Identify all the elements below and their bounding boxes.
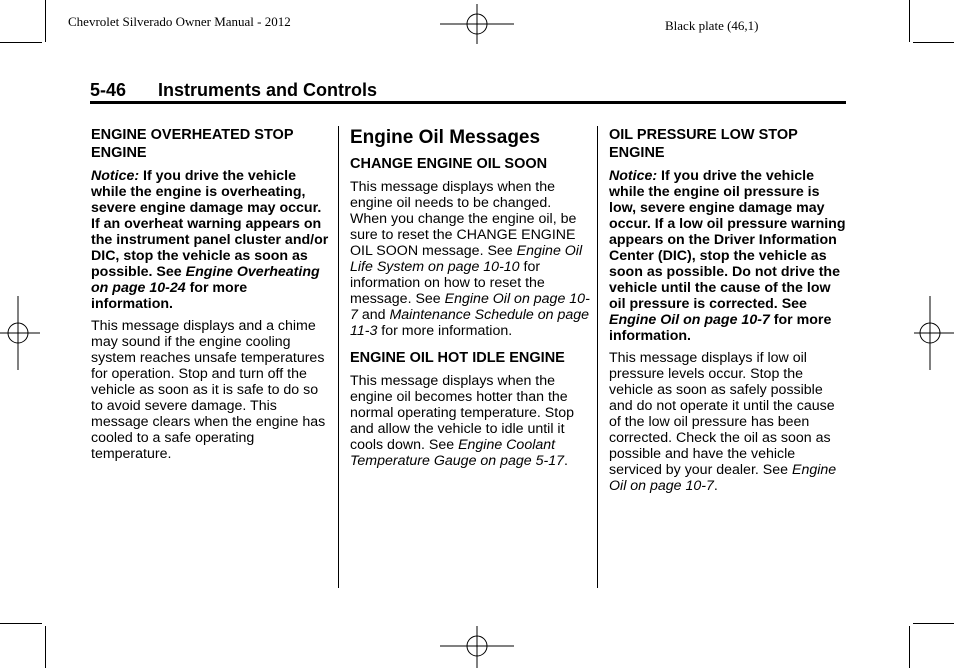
notice-text: If you drive the vehicle while the engine oil pressure is low, severe engine damage may occur. If a low oil pressure warning appears on the Driver Information Center (DIC), stop the vehicle as soon as possible. Do not drive the vehicle until the cause of the low oil pressure is corrected. See bbox=[609, 168, 846, 312]
engine-oil-messages-title: Engine Oil Messages bbox=[350, 127, 541, 148]
notice-text: If you drive the vehicle while the engine is overheating, severe engine damage may occur. If an overheat warning appears on the instrument panel cluster and/or DIC, stop the vehicle as soon as possible. See bbox=[91, 168, 329, 280]
body-text: This message displays when the engine oil becomes hotter than the normal operating temperature. Stop and allow the vehicle to idle until it cools down. See bbox=[350, 373, 574, 453]
crop-mark bbox=[913, 623, 954, 624]
notice-label: Notice: bbox=[609, 168, 658, 184]
change-oil-body bbox=[350, 179, 590, 339]
notice-reference-link[interactable]: Engine Oil on page 10-7 bbox=[609, 312, 770, 328]
crop-mark bbox=[909, 626, 910, 668]
reference-link[interactable]: Engine Oil Life System on page 10-10 bbox=[350, 243, 583, 275]
crop-mark bbox=[913, 42, 954, 43]
body-text: for more information. bbox=[381, 323, 513, 339]
reference-link[interactable]: Maintenance Schedule on page 11-3 bbox=[350, 307, 590, 339]
oil-pressure-notice bbox=[609, 168, 849, 344]
body-text: This message displays if low oil pressure levels occur. Stop the vehicle as soon as safely possible and do not operate it until the cause of the low oil pressure has been corrected. Check the oil as soon as possible and have the vehicle serviced by your dealer. See bbox=[609, 350, 835, 478]
change-oil-heading: CHANGE ENGINE OIL SOON bbox=[350, 156, 548, 172]
notice-end: for more information. bbox=[91, 280, 248, 312]
crop-mark bbox=[909, 0, 910, 42]
overheat-body: This message displays and a chime may sound if the engine cooling system reaches unsafe temperatures for operation. Stop and turn off the vehicle as soon as it is safe to do so to avoid severe damage. This message clears when the engine has cooled to a safe operating temperature. bbox=[91, 318, 326, 462]
crop-mark bbox=[45, 0, 46, 42]
column-2 bbox=[350, 126, 590, 475]
reference-link[interactable]: Engine Coolant Temperature Gauge on page 5-17 bbox=[350, 437, 565, 469]
notice-reference-link[interactable]: Engine Overheating on page 10-24 bbox=[91, 264, 320, 296]
header-rule bbox=[90, 101, 846, 104]
crop-mark bbox=[0, 623, 42, 624]
manual-title: Chevrolet Silverado Owner Manual - 2012 bbox=[68, 14, 291, 29]
body-text: and bbox=[361, 307, 386, 323]
crop-mark bbox=[45, 626, 46, 668]
overheat-notice bbox=[91, 168, 331, 312]
section-title: Instruments and Controls bbox=[158, 80, 378, 100]
oil-hot-heading: ENGINE OIL HOT IDLE ENGINE bbox=[350, 350, 565, 366]
oil-pressure-body bbox=[609, 350, 849, 494]
reference-link[interactable]: Engine Oil on page 10-7 bbox=[350, 291, 590, 323]
plate-label: Black plate (46,1) bbox=[665, 18, 759, 33]
oil-pressure-heading: OIL PRESSURE LOW STOP ENGINE bbox=[609, 127, 798, 161]
page-section-header bbox=[90, 80, 377, 101]
body-text: . bbox=[564, 453, 568, 469]
page-number: 5-46 bbox=[90, 80, 127, 100]
column-divider bbox=[338, 126, 339, 588]
oil-hot-body bbox=[350, 373, 590, 469]
registration-target-left bbox=[0, 296, 40, 370]
column-1 bbox=[91, 126, 331, 468]
body-text: for information on how to reset the message. See bbox=[350, 259, 545, 307]
column-divider bbox=[597, 126, 598, 588]
registration-target-top bbox=[440, 4, 514, 44]
notice-label: Notice: bbox=[91, 168, 140, 184]
engine-overheated-heading: ENGINE OVERHEATED STOP ENGINE bbox=[91, 127, 294, 161]
registration-target-right bbox=[914, 296, 954, 370]
reference-link[interactable]: Engine Oil on page 10-7 bbox=[609, 462, 837, 494]
body-text: . bbox=[713, 478, 718, 494]
notice-end: for more information. bbox=[609, 312, 832, 344]
registration-target-bottom bbox=[440, 626, 514, 668]
body-text: This message displays when the engine oil needs to be changed. When you change the engine oil, be sure to reset the CHANGE ENGINE OIL SOON message. See bbox=[350, 179, 577, 259]
crop-mark bbox=[0, 42, 42, 43]
column-3 bbox=[609, 126, 849, 500]
